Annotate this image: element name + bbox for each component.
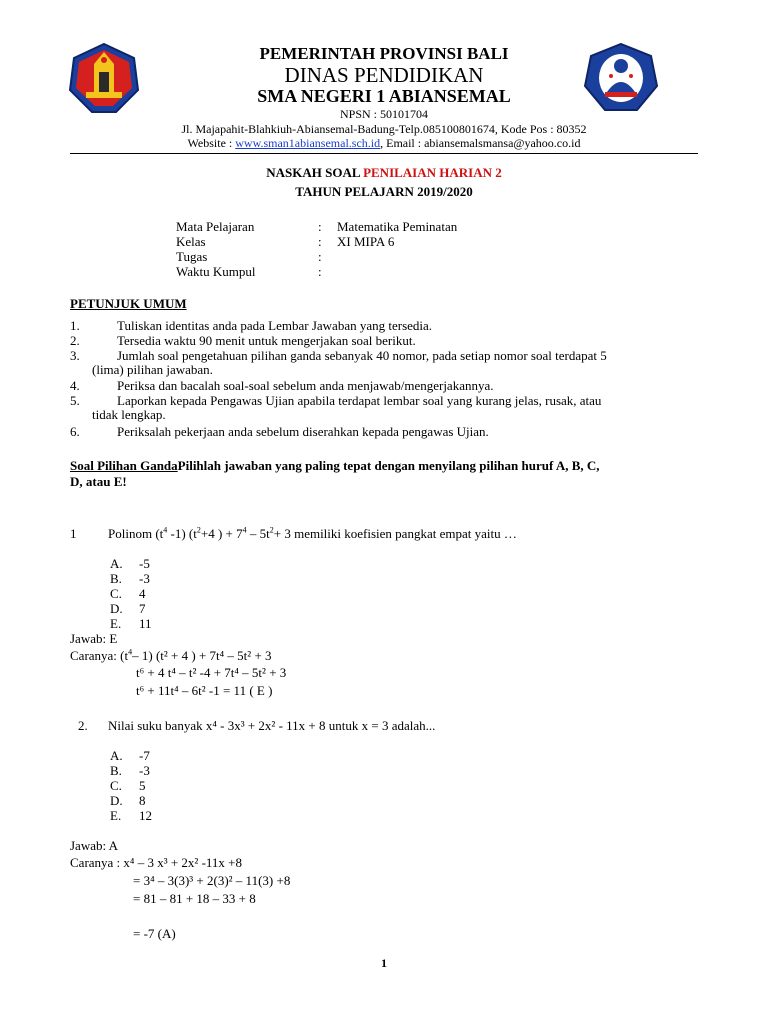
- option-value: -7: [139, 748, 150, 763]
- header-divider: [70, 153, 698, 154]
- q1-work-line1: Caranya: ($t^4-$ 1) (t² + 4 ) + 7t⁴ – 5t² + 3: [70, 647, 272, 663]
- header-school: SMA NEGERI 1 ABIANSEMAL: [257, 86, 511, 106]
- identity-label: Tugas: [176, 249, 208, 264]
- identity-label: Waktu Kumpul: [176, 264, 256, 279]
- identity-sep: :: [318, 249, 322, 264]
- exam-title: [0, 165, 768, 181]
- list-item-text: Laporkan kepada Pengawas Ujian apabila terdapat lembar soal yang kurang jelas, rusak, atau: [117, 393, 602, 408]
- list-item-number: 3.: [70, 348, 80, 363]
- option-value: 4: [139, 586, 146, 601]
- list-item-continuation: (lima) pilihan jawaban.: [92, 362, 213, 377]
- option-label[interactable]: C.: [110, 586, 122, 601]
- option-label[interactable]: C.: [110, 778, 122, 793]
- q2-answer: Jawab: A: [70, 838, 119, 853]
- option-value: 12: [139, 808, 152, 823]
- q1-part: Polinom (t: [108, 526, 164, 541]
- q2-work-line2: = 3⁴ – 3(3)³ + 2(3)² – 11(3) +8: [133, 873, 291, 888]
- identity-value: XI MIPA 6: [337, 234, 395, 249]
- question-text: Nilai suku banyak x⁴ - 3x³ + 2x² - 11x + 8 untuk x = 3 adalah...: [108, 718, 436, 733]
- q2-work-line4: = -7 (A): [133, 926, 176, 941]
- header-province: PEMERINTAH PROVINSI BALI: [259, 44, 509, 63]
- identity-sep: :: [318, 234, 322, 249]
- list-item-text: Tersedia waktu 90 menit untuk mengerjakan soal berikut.: [117, 333, 416, 348]
- exam-year: TAHUN PELAJARN 2019/2020: [295, 184, 473, 199]
- list-item-text: Periksa dan bacalah soal-soal sebelum anda menjawab/mengerjakannya.: [117, 378, 494, 393]
- q1-sup: 2: [269, 525, 274, 535]
- option-value: -5: [139, 556, 150, 571]
- option-label[interactable]: A.: [110, 748, 123, 763]
- q1-work-rest: – 1) (t² + 4 ) + 7t⁴ – 5t² + 3: [132, 648, 272, 663]
- q2-work-line1: Caranya : x⁴ – 3 x³ + 2x² -11x +8: [70, 855, 243, 870]
- option-label[interactable]: E.: [110, 808, 122, 823]
- q1-part: -1) (t: [167, 526, 197, 541]
- question-text: [108, 526, 517, 542]
- list-item-number: 4.: [70, 378, 80, 393]
- q1-sup: 2: [196, 525, 201, 535]
- question-number: 1: [70, 526, 77, 541]
- list-item-number: 6.: [70, 424, 80, 439]
- option-label[interactable]: A.: [110, 556, 123, 571]
- option-value: 8: [139, 793, 146, 808]
- option-label[interactable]: D.: [110, 601, 123, 616]
- q1-answer: Jawab: E: [70, 631, 118, 646]
- exam-title-prefix: NASKAH SOAL: [266, 165, 364, 180]
- option-label[interactable]: B.: [110, 763, 122, 778]
- website-label: Website :: [187, 136, 236, 150]
- identity-label: Kelas: [176, 234, 206, 249]
- q1-part: + 3 memiliki koefisien pangkat empat yaitu …: [273, 526, 517, 541]
- identity-label: Mata Pelajaran: [176, 219, 255, 234]
- option-value: 5: [139, 778, 146, 793]
- q1-work-prefix: Caranya: (t: [70, 648, 129, 663]
- q1-work-line2: t⁶ + 4 t⁴ – t² -4 + 7t⁴ – 5t² + 3: [136, 665, 287, 680]
- q1-part: +4 ) + 7: [200, 526, 243, 541]
- instruction-text: Pilihlah jawaban yang paling tepat dengan menyilang pilihan huruf A, B, C,: [177, 458, 600, 473]
- instruction-line2: D, atau E!: [70, 474, 127, 489]
- q2-work-line3: = 81 – 81 + 18 – 33 + 8: [133, 891, 256, 906]
- list-item-continuation: tidak lengkap.: [92, 407, 166, 422]
- exam-title-highlight: PENILAIAN HARIAN 2: [363, 165, 502, 180]
- q1-part: – 5t: [246, 526, 270, 541]
- q1-sup: 4: [242, 525, 247, 535]
- list-item-number: 5.: [70, 393, 80, 408]
- identity-sep: :: [318, 264, 322, 279]
- option-value: 11: [139, 616, 152, 631]
- header-npsn: NPSN : 50101704: [339, 107, 428, 121]
- q1-sup: 4: [163, 525, 168, 535]
- identity-sep: :: [318, 219, 322, 234]
- option-label[interactable]: E.: [110, 616, 122, 631]
- header-agency: DINAS PENDIDIKAN: [284, 63, 484, 87]
- petunjuk-heading: PETUNJUK UMUM: [70, 296, 187, 311]
- header-address: Jl. Majapahit-Blahkiuh-Abiansemal-Badung-Telp.085100801674, Kode Pos : 80352: [181, 122, 587, 136]
- q1-work-line3: t⁶ + 11t⁴ – 6t² -1 = 11 ( E ): [136, 683, 273, 698]
- list-item-text: Jumlah soal pengetahuan pilihan ganda sebanyak 40 nomor, pada setiap nomor soal terdapat 5: [117, 348, 607, 363]
- instruction-underlined: Soal Pilihan Ganda: [70, 458, 178, 473]
- identity-value: Matematika Peminatan: [337, 219, 458, 234]
- option-label[interactable]: B.: [110, 571, 122, 586]
- question-number: 2.: [78, 718, 88, 733]
- header-contact: [0, 136, 768, 151]
- email-text: , Email : abiansemalsmansa@yahoo.co.id: [380, 136, 581, 150]
- option-value: -3: [139, 763, 150, 778]
- option-label[interactable]: D.: [110, 793, 123, 808]
- page-number: 1: [381, 956, 387, 970]
- option-value: -3: [139, 571, 150, 586]
- list-item-number: 1.: [70, 318, 80, 333]
- option-value: 7: [139, 601, 146, 616]
- list-item-text: Periksalah pekerjaan anda sebelum diserahkan kepada pengawas Ujian.: [117, 424, 489, 439]
- list-item-text: Tuliskan identitas anda pada Lembar Jawaban yang tersedia.: [117, 318, 433, 333]
- instruction-line1: [70, 458, 600, 474]
- list-item-number: 2.: [70, 333, 80, 348]
- website-link[interactable]: www.sman1abiansemal.sch.id: [235, 136, 381, 150]
